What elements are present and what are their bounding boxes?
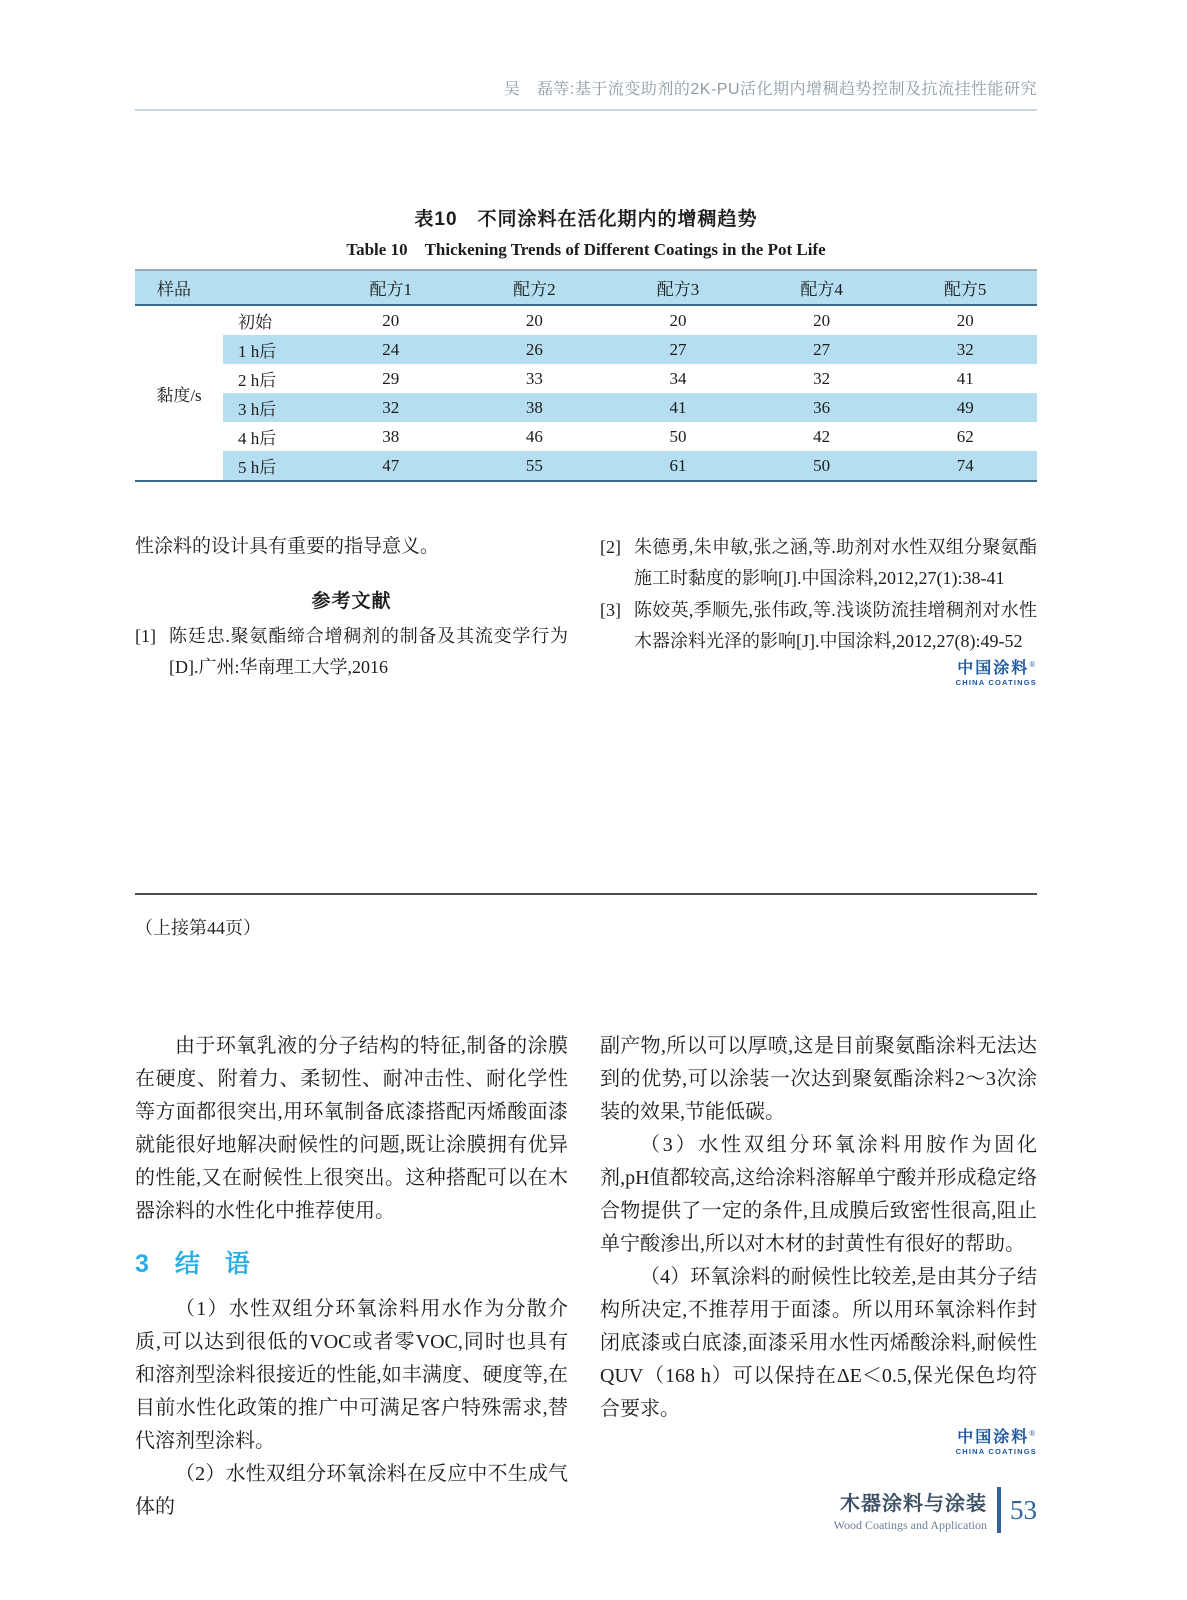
paragraph: （3）水性双组分环氧涂料用胺作为固化剂,pH值都较高,这给涂料溶解单宁酸并形成稳定络合物提供了一定的条件,且成膜后致密性很高,阻止单宁酸渗出,所以对木材的封黄性有很好的帮助。 <box>600 1134 1037 1255</box>
paragraph: （1）水性双组分环氧涂料用水作为分散介质,可以达到很低的VOC或者零VOC,同时也具有和溶剂型涂料很接近的性能,如丰满度、硬度等,在目前水性化政策的推广中可满足客户特殊需求,替代溶剂型涂料。 <box>135 1298 568 1452</box>
journal-title-en: Wood Coatings and Application <box>833 1518 987 1532</box>
formula-header-cell: 配方1 <box>369 280 413 299</box>
reference-marker: [1] <box>135 626 156 646</box>
value-cell: 41 <box>956 368 974 388</box>
time-label-cell: 1 h后 <box>223 335 319 364</box>
table-title-zh: 表10 不同涂料在活化期内的增稠趋势 <box>414 209 758 230</box>
value-cell: 29 <box>382 368 400 388</box>
table-row <box>135 335 1037 364</box>
section-divider <box>135 893 1037 895</box>
reference-item <box>600 595 1037 657</box>
reference-text: 陈姣英,季顺先,张伟政,等.浅谈防流挂增稠剂对水性木器涂料光泽的影响[J].中国涂料,2012,27(8):49-52 <box>634 600 1037 651</box>
value-cell: 20 <box>956 310 974 330</box>
time-label-cell: 5 h后 <box>223 451 319 481</box>
value-cell: 32 <box>893 335 1037 364</box>
section-number: 3 <box>135 1250 149 1278</box>
formula-header-cell: 配方5 <box>943 280 987 299</box>
table-header-row <box>135 270 1037 305</box>
reference-item <box>135 621 568 683</box>
page-footer <box>834 1487 1037 1533</box>
logo-en-text: CHINA COATINGS <box>955 1447 1037 1456</box>
reference-marker: [3] <box>600 600 621 620</box>
value-cell: 42 <box>813 426 831 446</box>
value-cell: 50 <box>750 451 894 481</box>
value-cell: 36 <box>750 393 894 422</box>
footer-bar <box>997 1487 1001 1533</box>
value-cell: 26 <box>463 335 607 364</box>
table-row <box>135 305 1037 335</box>
paragraph: （2）水性双组分环氧涂料在反应中不生成气体的 <box>135 1463 568 1518</box>
time-label-cell: 4 h后 <box>238 429 277 448</box>
value-cell: 50 <box>669 426 687 446</box>
table-row <box>135 393 1037 422</box>
value-cell: 27 <box>750 335 894 364</box>
value-cell: 74 <box>893 451 1037 481</box>
table-title-en: Table 10 Thickening Trends of Different Coatings in the Pot Life <box>346 240 826 259</box>
reference-marker: [2] <box>600 537 621 557</box>
section-title: 结 语 <box>174 1250 250 1278</box>
value-cell: 41 <box>606 393 750 422</box>
reference-text: 朱德勇,朱申敏,张之涵,等.助剂对水性双组分聚氨酯施工时黏度的影响[J].中国涂料,2012,27(1):38-41 <box>634 537 1037 588</box>
value-cell: 24 <box>319 335 463 364</box>
logo-en-text: CHINA COATINGS <box>955 678 1037 687</box>
value-cell: 38 <box>463 393 607 422</box>
value-cell: 55 <box>463 451 607 481</box>
table-row <box>135 364 1037 393</box>
time-label-cell: 3 h后 <box>223 393 319 422</box>
value-cell: 20 <box>669 310 687 330</box>
value-cell: 61 <box>606 451 750 481</box>
value-cell: 20 <box>813 310 831 330</box>
lead-paragraph: 性涂料的设计具有重要的指导意义。 <box>135 536 440 557</box>
running-title: 吴 磊等:基于流变助剂的2K-PU活化期内增稠趋势控制及抗流挂性能研究 <box>135 76 1037 111</box>
references-right-column <box>600 532 1037 690</box>
china-coatings-logo <box>956 661 1037 687</box>
conclusion-heading <box>135 1244 568 1280</box>
value-cell: 32 <box>813 368 831 388</box>
body-section <box>135 1030 1037 1524</box>
data-table <box>135 269 1037 482</box>
registered-mark-icon: ® <box>1029 1429 1036 1438</box>
references-heading: 参考文献 <box>311 591 392 612</box>
value-cell: 62 <box>956 426 974 446</box>
value-cell: 46 <box>525 426 543 446</box>
value-cell: 33 <box>525 368 543 388</box>
table-row <box>135 451 1037 481</box>
body-right-column <box>600 1030 1037 1524</box>
references-left-column <box>135 532 568 690</box>
logo-row <box>600 661 1037 690</box>
paragraph: （4）环氧涂料的耐候性比较差,是由其分子结构所决定,不推荐用于面漆。所以用环氧涂料作封闭底漆或白底漆,面漆采用水性丙烯酸涂料,耐候性QUV（168 h）可以保持在ΔE＜0.5,保光保色均符合要求。 <box>600 1266 1037 1420</box>
formula-header-cell: 配方4 <box>800 280 843 299</box>
logo-zh-text: 中国涂料 <box>957 660 1030 677</box>
paragraph: 由于环氧乳液的分子结构的特征,制备的涂膜在硬度、附着力、柔韧性、耐冲击性、耐化学性等方面都很突出,用环氧制备底漆搭配丙烯酸面漆就能很好地解决耐候性的问题,既让涂膜拥有优异的性能,又在耐候性上很突出。这种搭配可以在木器涂料的水性化中推荐使用。 <box>135 1035 568 1222</box>
page-number: 53 <box>1010 1494 1037 1525</box>
formula-header-cell: 配方2 <box>513 280 556 299</box>
continuation-note: （上接第44页） <box>135 918 261 938</box>
table-row <box>135 422 1037 451</box>
registered-mark-icon: ® <box>1029 660 1036 669</box>
value-cell: 32 <box>319 393 463 422</box>
body-left-column <box>135 1030 568 1524</box>
reference-item <box>600 532 1037 594</box>
value-cell: 34 <box>669 368 687 388</box>
logo-zh-text: 中国涂料 <box>957 1429 1030 1446</box>
journal-title-block <box>834 1487 987 1533</box>
value-cell: 49 <box>893 393 1037 422</box>
value-cell: 20 <box>382 310 400 330</box>
sample-header-cell: 样品 <box>157 280 191 299</box>
journal-title-zh: 木器涂料与涂装 <box>840 1493 987 1515</box>
reference-text: 陈廷忠.聚氨酯缔合增稠剂的制备及其流变学行为[D].广州:华南理工大学,2016 <box>169 626 568 677</box>
time-label-cell: 2 h后 <box>238 371 277 390</box>
paragraph: 副产物,所以可以厚喷,这是目前聚氨酯涂料无法达到的优势,可以涂装一次达到聚氨酯涂料2～3次涂装的效果,节能低碳。 <box>600 1035 1037 1123</box>
formula-header-cell: 配方3 <box>656 280 700 299</box>
references-section <box>135 532 1037 690</box>
time-label-cell: 初始 <box>238 313 272 332</box>
viscosity-group-cell: 黏度/s <box>135 305 223 481</box>
china-coatings-logo <box>956 1430 1037 1456</box>
value-cell: 20 <box>525 310 543 330</box>
table-block <box>135 204 1037 482</box>
logo-row <box>600 1430 1037 1459</box>
value-cell: 27 <box>606 335 750 364</box>
value-cell: 38 <box>382 426 400 446</box>
value-cell: 47 <box>319 451 463 481</box>
